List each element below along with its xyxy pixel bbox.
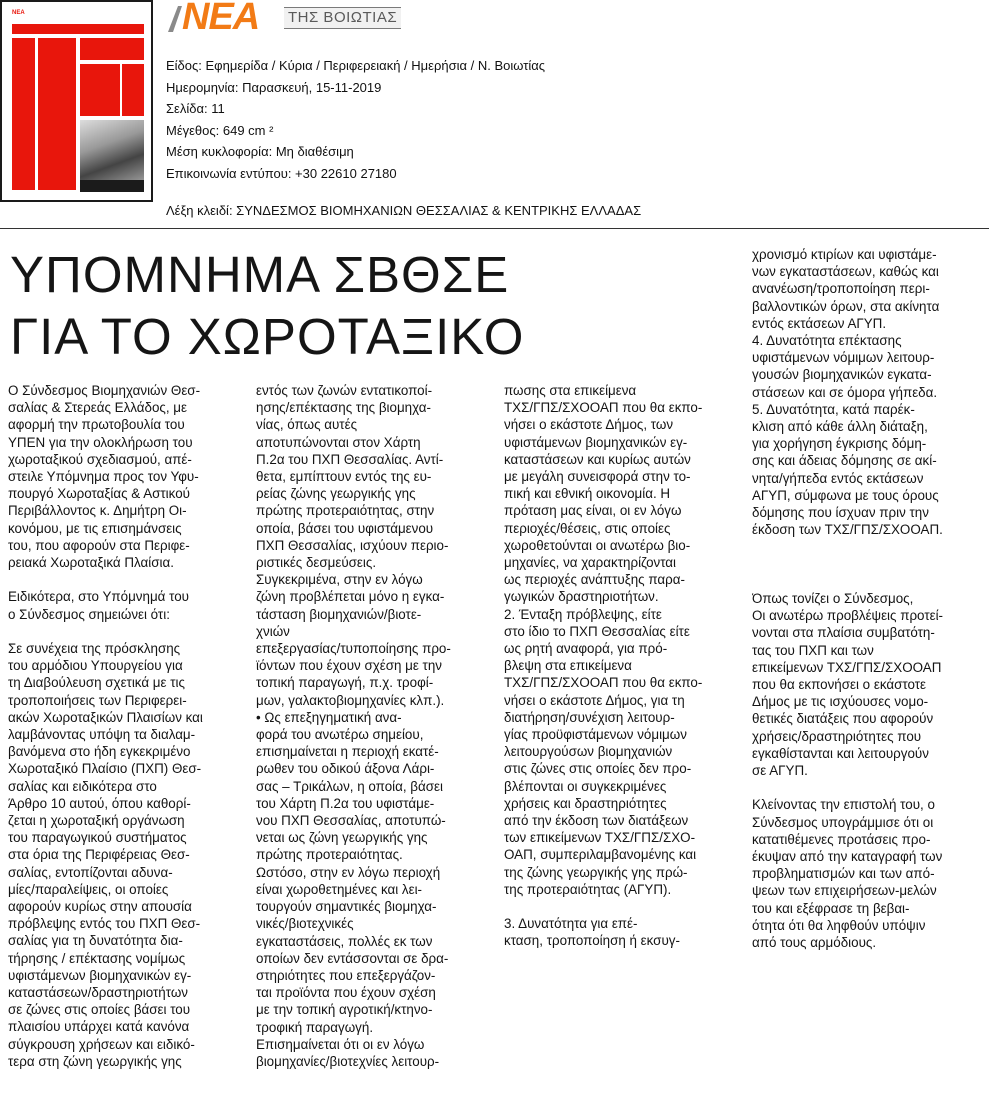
article-line: σαλίας για τη δυνατότητα δια- [8, 933, 183, 949]
article-line: ΟΑΠ, συμπεριλαμβανομένης και [504, 847, 697, 863]
article-line: κατατιθέμενες προτάσεις προ- [752, 831, 931, 847]
article-line: στάσεων και σε όμορα γήπεδα. [752, 384, 938, 400]
article-line: αφορούν κυρίως στην απουσία [8, 899, 192, 915]
article-paragraph [8, 588, 244, 622]
article-column-1 [8, 382, 244, 1087]
meta-type: Είδος: Εφημερίδα / Κύρια / Περιφερειακή / Ημερήσια / Ν. Βοιωτίας [166, 58, 545, 73]
article-line: του Χάρτη Π.2α του υφιστάμε- [256, 795, 435, 811]
article-line: υφιστάμενων νόμιμων λειτουρ- [752, 350, 935, 366]
article-line: κταση, τροποποίηση ή εκσυγ- [504, 933, 680, 949]
article-line: τοπική παραγωγή, π.χ. τροφί- [256, 675, 434, 691]
article-column-2 [256, 382, 492, 1087]
article-line: βαλλοντικών όρων, στα ακίνητα [752, 298, 940, 314]
article-line: νικές/βιοτεχνικές [256, 916, 354, 932]
article-line: ακών Χωροταξικών Πλαισίων και [8, 709, 203, 725]
article-line: που θα εκπονήσει ο εκάστοτε [752, 677, 926, 693]
article-line: οποίων δεν εντάσσονται σε δρα- [256, 950, 449, 966]
keywords-line: Λέξη κλειδί: ΣΥΝΔΕΣΜΟΣ ΒΙΟΜΗΧΑΝΙΩΝ ΘΕΣΣΑΛΙΑΣ & ΚΕΝΤΡΙΚΗΣ ΕΛΛΑΔΑΣ [166, 203, 642, 218]
article-line: Άρθρο 10 αυτού, όπου καθορί- [8, 795, 191, 811]
article-line: ΤΧΣ/ΓΠΣ/ΣΧΟΟΑΠ που θα εκπο- [504, 675, 703, 691]
article-line: Σε συνέχεια της πρόσκλησης [8, 641, 181, 657]
article-line: κονόμου, με τις επισημάνσεις [8, 520, 182, 536]
article-line: στις ζώνες στις οποίες δεν προ- [504, 761, 692, 777]
article-line: από τους αρμόδιους. [752, 935, 877, 951]
article-line: πρώτης προτεραιότητας, στην [256, 503, 435, 519]
meta-contact: Επικοινωνία εντύπου: +30 22610 27180 [166, 165, 397, 181]
article-line: ρωθεν του οδικού άξονα Λάρι- [256, 761, 435, 777]
article-line: ανανέωση/τροποποίηση περι- [752, 281, 930, 297]
thumbnail-block [80, 64, 120, 116]
article-line: ρειακά Χωροταξικά Πλαίσια. [8, 555, 174, 571]
article-line: νεται ως ζώνη γεωργικής γης [256, 830, 428, 846]
article-line: τουργούν σημαντικές βιομηχα- [256, 899, 437, 915]
article-line: νητα/γήπεδα εντός εκτάσεων [752, 470, 924, 486]
article-line: πρόταση μας είναι, οι εν λόγω [504, 503, 682, 519]
article-line: Ωστόσο, στην εν λόγω περιοχή [256, 864, 441, 880]
article-line: σας – Τρικάλων, η οποία, βάσει [256, 778, 443, 794]
article-line: χρονισμό κτιρίων και υφιστάμε- [752, 247, 937, 262]
article-line: βλέπονται οι συγκεκριμένες [504, 778, 667, 794]
article-line: νων εγκαταστάσεων, καθώς και [752, 264, 939, 280]
article-line: • Ως επεξηγηματική ανα- [256, 709, 402, 725]
article-line: ΤΧΣ/ΓΠΣ/ΣΧΟΟΑΠ που θα εκπο- [504, 400, 703, 416]
article-line: ΠΧΠ Θεσσαλίας, ισχύουν περιο- [256, 537, 449, 553]
article-line: σαλίας, εντοπίζονται αδυνα- [8, 864, 173, 880]
article-paragraph [8, 640, 244, 1070]
article-line: της ζώνης γεωργικής γης πρώ- [504, 864, 688, 880]
article-line: εγκαταστάσεις, πολλές εκ των [256, 933, 433, 949]
article-line: των επικείμενων ΤΧΣ/ΓΠΣ/ΣΧΟ- [504, 830, 696, 846]
article-line: ζώνη προβλέπεται μόνο η εγκα- [256, 589, 445, 605]
article-paragraph [504, 382, 736, 898]
article-line: γουσών βιομηχανικών εγκατα- [752, 367, 932, 383]
article-line: χνιών [256, 623, 290, 639]
article-line [752, 556, 984, 573]
article-line: καταστάσεων/δραστηριοτήτων [8, 985, 188, 1001]
article-line: ψεων των επιχειρήσεων-μελών [752, 883, 937, 899]
article-headline [10, 244, 610, 368]
article-paragraph [504, 915, 736, 949]
article-line: μηχανίες, να χαρακτηρίζονται [504, 555, 677, 571]
article-line: ται προϊόντα που έχουν σχέση [256, 985, 436, 1001]
article-line: πλαισίου υπάρχει κατά κανόνα [8, 1019, 190, 1035]
article-line: αποτυπώνονται στον Χάρτη [256, 434, 421, 450]
article-line: εγκαθίστανται και λειτουργούν [752, 745, 929, 761]
article-line: ως περιοχές ανάπτυξης παρα- [504, 572, 685, 588]
article-line: αφορμή την πρωτοβουλία του [8, 417, 185, 433]
article-line: τήρησης / επέκτασης νομίμως [8, 950, 186, 966]
article-line: χρήσεις και δραστηριότητες [504, 795, 667, 811]
article-line: καταστάσεων και κυρίως αυτών [504, 451, 691, 467]
headline-line-2: ΓΙΑ ΤΟ ΧΩΡΟΤΑΞΙΚΟ [10, 308, 525, 365]
article-paragraph [752, 590, 984, 779]
article-line: κλιση από κάθε άλλη διάταξη, [752, 419, 928, 435]
article-line: πουργό Χωροταξίας & Αστικού [8, 486, 190, 502]
clipping-metadata [166, 55, 545, 185]
article-line: για χορήγηση έγκρισης δόμη- [752, 436, 927, 452]
article-line: ησης/επέκτασης της βιομηχα- [256, 400, 431, 416]
article-line: βλεψη στα επικείμενα [504, 658, 632, 674]
article-line: Σύνδεσμος υπογράμμισε ότι οι [752, 814, 934, 830]
article-line: υφιστάμενων βιομηχανικών εγ- [8, 967, 192, 983]
article-line: θετα, εμπίπτουν εντός της ευ- [256, 469, 432, 485]
article-line: του και εξέφρασε τη βεβαι- [752, 900, 910, 916]
article-line: ότητα ότι θα ληφθούν υπόψιν [752, 917, 926, 933]
meta-circulation: Μέση κυκλοφορία: Μη διαθέσιμη [166, 144, 354, 160]
article-line: με μεγάλη συνεισφορά στην το- [504, 469, 691, 485]
article-line: λαμβάνοντας υπόψη τα διαλαμ- [8, 727, 196, 743]
meta-size: Μέγεθος: 649 cm ² [166, 122, 274, 138]
article-line: Ο Σύνδεσμος Βιομηχανιών Θεσ- [8, 383, 201, 398]
article-line: τας του ΠΧΠ και των [752, 642, 874, 658]
article-line: εντός εκτάσεων ΑΓΥΠ. [752, 315, 887, 331]
thumbnail-photo-caption [80, 180, 144, 192]
article-line: χρήσεις/δραστηριότητες που [752, 728, 922, 744]
article-line: επισημαίνεται η περιοχή εκατέ- [256, 744, 439, 760]
article-line: της προτεραιότητας (ΑΓΥΠ). [504, 881, 672, 897]
article-line: πική και εθνική οικονομία. Η [504, 486, 671, 502]
headline-line-1: ΥΠΟΜΝΗΜΑ ΣΒΘΣΕ [10, 246, 510, 303]
article-line: γωγικών δραστηριοτήτων. [504, 589, 659, 605]
article-line: νου ΠΧΠ Θεσσαλίας, αποτυπώ- [256, 813, 446, 829]
article-paragraph [752, 556, 984, 573]
article-paragraph [256, 382, 492, 1070]
article-line: περιοχές/θέσεις, στις οποίες [504, 520, 671, 536]
article-line: 5. Δυνατότητα, κατά παρέκ- [752, 401, 915, 417]
article-line: 4. Δυνατότητα επέκτασης [752, 333, 902, 349]
newspaper-logo [166, 0, 426, 40]
article-paragraph [752, 246, 984, 538]
article-line: στα όρια της Περιφέρειας Θεσ- [8, 847, 190, 863]
meta-date: Ημερομηνία: Παρασκευή, 15-11-2019 [166, 79, 382, 95]
article-line: υφιστάμενων βιομηχανικών εγ- [504, 434, 688, 450]
article-line: του παραγωγικού συστήματος [8, 830, 187, 846]
article-line: σύγκρουση χρήσεων και ειδικό- [8, 1036, 195, 1052]
page-thumbnail[interactable] [0, 0, 153, 202]
article-line: ο Σύνδεσμος σημειώνει ότι: [8, 606, 170, 622]
article-line: τροποποιήσεις των Περιφερει- [8, 692, 187, 708]
article-line: 3. Δυνατότητα για επέ- [504, 916, 638, 932]
article-line: Κλείνοντας την επιστολή του, ο [752, 797, 935, 813]
article-line: με την τοπική αγροτική/κτηνο- [256, 1002, 433, 1018]
article-line: πωσης στα επικείμενα [504, 383, 637, 398]
article-paragraph [752, 796, 984, 951]
thumbnail-block [12, 38, 35, 190]
article-line: τάσταση βιομηχανιών/βιοτε- [256, 606, 422, 622]
article-line: μων, γαλακτοβιομηχανίες κλπ.). [256, 692, 445, 708]
article-line: Δήμος με τις ισχύουσες νομο- [752, 694, 929, 710]
article-line: νήσει ο εκάστοτε Δήμος, των [504, 417, 674, 433]
article-line: δόμησης που ίσχυαν πριν την [752, 505, 929, 521]
article-line: διατήρηση/συνέχιση λειτουρ- [504, 709, 675, 725]
meta-page: Σελίδα: 11 [166, 101, 225, 117]
article-line: από την έκδοση των διατάξεων [504, 813, 689, 829]
article-line: του, που αφορούν στα Περιφε- [8, 537, 190, 553]
article-line: ϊόντων που έχουν σχέση με την [256, 658, 442, 674]
article-line: Επισημαίνεται ότι οι εν λόγω [256, 1036, 425, 1052]
article-line: του αρμόδιου Υπουργείου για [8, 658, 183, 674]
article-paragraph [8, 382, 244, 571]
article-column-4 [752, 246, 984, 968]
article-line: Περιβάλλοντος κ. Δημήτρη Οι- [8, 503, 187, 519]
article-line: Ειδικότερα, στο Υπόμνημά του [8, 589, 189, 605]
article-line: Οι ανωτέρω προβλέψεις προτεί- [752, 608, 944, 624]
article-line: νίας, όπως αυτές [256, 417, 358, 433]
article-line: Συγκεκριμένα, στην εν λόγω [256, 572, 423, 588]
article-line: είναι χωροθετημένες και λει- [256, 881, 423, 897]
article-line: τερα στη ζώνη γεωργικής γης [8, 1053, 182, 1069]
article-line: πρώτης προτεραιότητας. [256, 847, 403, 863]
article-line: επικείμενων ΤΧΣ/ΓΠΣ/ΣΧΟΟΑΠ [752, 659, 942, 675]
article-line: τροφική παραγωγή. [256, 1019, 374, 1035]
article-line: στηριότητες που επεξεργάζον- [256, 967, 436, 983]
article-line: χωροθετούνται οι ανωτέρω βιο- [504, 537, 691, 553]
article-line: ΑΓΥΠ, σύμφωνα με τους όρους [752, 487, 939, 503]
article-line: γίας προϋφιστάμενων νόμιμων [504, 727, 687, 743]
article-line: νήσει ο εκάστοτε Δήμος, για τη [504, 692, 685, 708]
article-line: φορά του ανωτέρω σημείου, [256, 727, 424, 743]
article-line: βανόμενα στο ήδη εγκεκριμένο [8, 744, 191, 760]
divider [0, 228, 989, 229]
thumbnail-block [38, 38, 76, 190]
logo-main-text: ΝΕΑ [182, 0, 260, 38]
article-line: θετικές διατάξεις που αφορούν [752, 711, 934, 727]
article-line: μίες/παραλείψεις, οι οποίες [8, 881, 169, 897]
article-line: προβληματισμών και των από- [752, 866, 935, 882]
article-line: εντός των ζωνών εντατικοποί- [256, 383, 433, 398]
thumbnail-masthead: ΝΕΑ [12, 10, 25, 16]
article-line: τη Διαβούλευση σχετικά με τις [8, 675, 185, 691]
article-line: ζεται η χωροταξική οργάνωση [8, 813, 185, 829]
article-line: χωροταξικού σχεδιασμού, απέ- [8, 451, 192, 467]
article-line: βιομηχανίες/βιοτεχνίες λειτουρ- [256, 1053, 440, 1069]
article-line: έκδοση των ΤΧΣ/ΓΠΣ/ΣΧΟΟΑΠ. [752, 522, 943, 538]
logo-subtitle: ΤΗΣ ΒΟΙΩΤΙΑΣ [284, 7, 401, 29]
article-line: νονται στα πλαίσια συμβατότη- [752, 625, 935, 641]
article-column-3 [504, 382, 736, 967]
article-line: σε ζώνες στις οποίες βάσει του [8, 1002, 191, 1018]
article-line: ως ρητή αναφορά, για πρό- [504, 641, 668, 657]
article-line: Όπως τονίζει ο Σύνδεσμος, [752, 591, 914, 607]
article-line: σε ΑΓΥΠ. [752, 763, 808, 779]
article-line: σαλίας & Στερεάς Ελλάδος, με [8, 400, 187, 416]
article-line: λειτουργούσων βιομηχανιών [504, 744, 673, 760]
article-line: σαλίας και ειδικότερα στο [8, 778, 157, 794]
article-line: 2. Ένταξη πρόβλεψης, είτε [504, 606, 662, 622]
article-line: στειλε Υπόμνημα προς τον Υφυ- [8, 469, 199, 485]
article-line: στο ίδιο το ΠΧΠ Θεσσαλίας είτε [504, 623, 690, 639]
article-line: ΥΠΕΝ για την ολοκλήρωση του [8, 434, 193, 450]
article-line: επεξεργασίας/τυποποίησης προ- [256, 641, 451, 657]
article-line: σης και άδειας δόμησης σε ακί- [752, 453, 937, 469]
article-line: ριστικές δεσμεύσεις. [256, 555, 377, 571]
article-line: Π.2α του ΠΧΠ Θεσσαλίας. Αντί- [256, 451, 444, 467]
thumbnail-block [80, 38, 144, 60]
article-line: έκυψαν από την καταγραφή των [752, 849, 943, 865]
article-line: οποία, βάσει του υφιστάμενου [256, 520, 434, 536]
thumbnail-block [12, 24, 144, 34]
article-line: ρείας ζώνης γεωργικής γης [256, 486, 416, 502]
article-line: πρόβλεψης εντός του ΠΧΠ Θεσ- [8, 916, 201, 932]
article-line: Χωροταξικό Πλαίσιο (ΠΧΠ) Θεσ- [8, 761, 202, 777]
thumbnail-block [122, 64, 144, 116]
